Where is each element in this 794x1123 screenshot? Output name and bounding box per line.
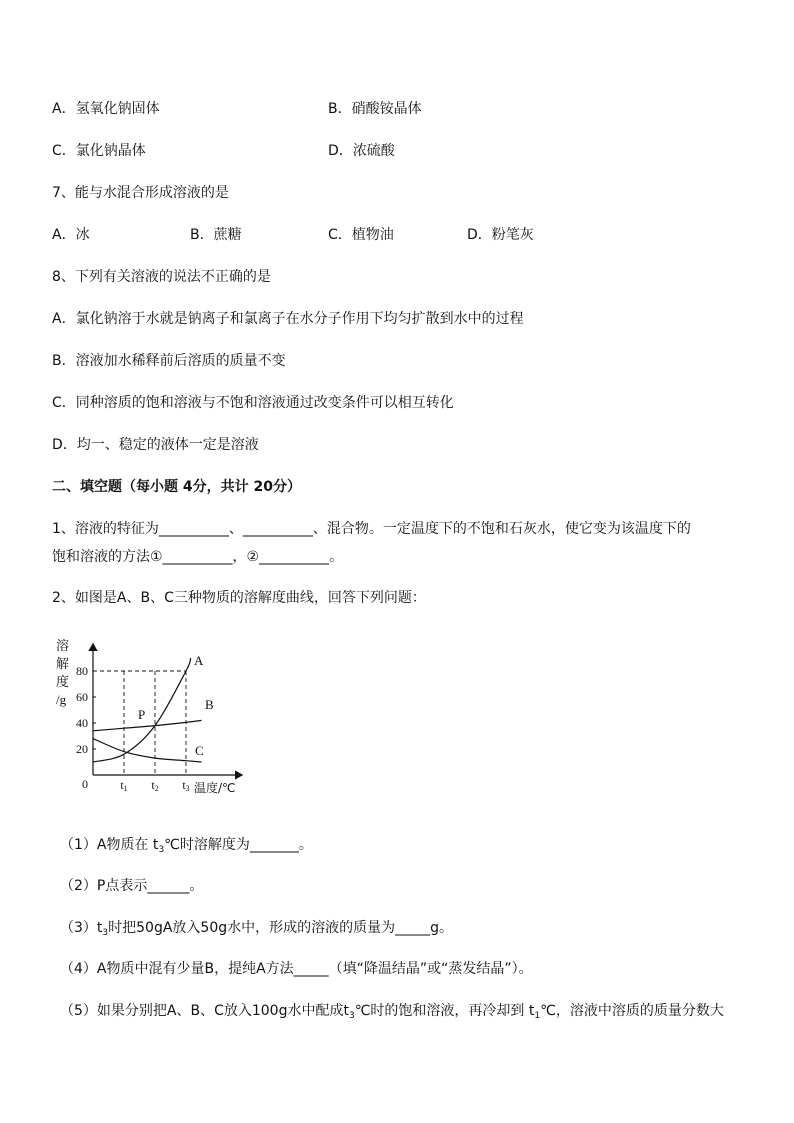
- q8-option-c: C．同种溶质的饱和溶液与不饱和溶液通过改变条件可以相互转化: [52, 395, 454, 411]
- q7-stem: 7、能与水混合形成溶液的是: [52, 185, 229, 201]
- fill-q2-stem: 2、如图是A、B、C三种物质的溶解度曲线，回答下列问题：: [52, 590, 426, 606]
- y-tick-label: 60: [76, 690, 88, 704]
- y-tick-label: 80: [76, 664, 88, 678]
- y-tick-label: 40: [76, 716, 88, 730]
- origin-label: 0: [82, 777, 88, 791]
- series-label-c: C: [195, 743, 204, 758]
- section-heading: 二、填空题（每小题 4分，共计 20分）: [52, 479, 301, 495]
- q6-option-a: A．氢氧化钠固体: [52, 101, 160, 117]
- fill-q1-line1: 1、溶液的特征为__________、__________、混合物。一定温度下的不饱和石灰水，使它变为该温度下的: [52, 521, 691, 537]
- solubility-chart: [50, 632, 310, 807]
- q7-option-a: A．冰: [52, 227, 90, 243]
- series-label-b: B: [205, 697, 214, 712]
- q8-stem: 8、下列有关溶液的说法不正确的是: [52, 269, 271, 285]
- q7-option-c: C．植物油: [328, 227, 394, 243]
- q6-option-d: D．浓硫酸: [328, 143, 395, 159]
- y-tick-label: 20: [76, 742, 88, 756]
- q6-option-c: C．氯化钠晶体: [52, 143, 146, 159]
- point-p-label: P: [138, 707, 146, 722]
- x-tick-label: t2: [151, 778, 159, 793]
- x-tick-label: t1: [120, 778, 128, 793]
- curve-b: [93, 720, 202, 730]
- q6-option-b: B．硝酸铵晶体: [328, 101, 422, 117]
- series-label-a: A: [194, 653, 204, 668]
- x-tick-label: t3: [182, 778, 190, 793]
- ylabel-char: /g: [56, 692, 67, 707]
- sub-question-5: （5）如果分别把A、B、C放入100g水中配成$t_3℃$时的饱和溶液，再冷却到 $t_1℃$，溶液中溶质的质量分数大: [60, 1003, 724, 1021]
- ylabel-char: 解: [56, 657, 70, 672]
- q7-option-d: D．粉笔灰: [467, 227, 534, 243]
- fill-q1-line2: 饱和溶液的方法①__________，②__________。: [52, 549, 344, 565]
- ylabel-char: 度: [56, 675, 70, 690]
- q7-option-b: B．蔗糖: [190, 227, 242, 243]
- sub-question-4: （4）A物质中混有少量B，提纯A方法_____（填“降温结晶”或“蒸发结晶”）。: [60, 961, 533, 977]
- q8-option-a: A．氯化钠溶于水就是钠离子和氯离子在水分子作用下均匀扩散到水中的过程: [52, 311, 524, 327]
- q8-option-b: B．溶液加水稀释前后溶质的质量不变: [52, 353, 286, 369]
- sub-question-2: （2）P点表示______。: [60, 878, 204, 894]
- curve-c: [93, 739, 202, 762]
- q8-option-d: D．均一、稳定的液体一定是溶液: [52, 437, 259, 453]
- ylabel-char: 溶: [56, 639, 70, 654]
- sub-question-1: （1）A物质在 $t_3℃$时溶解度为_______。: [60, 837, 313, 855]
- sub-question-3: $(3)t_3$时把50gA放入50g水中，形成的溶液的质量为_____g。: [60, 920, 454, 938]
- xlabel: 温度/℃: [194, 781, 236, 795]
